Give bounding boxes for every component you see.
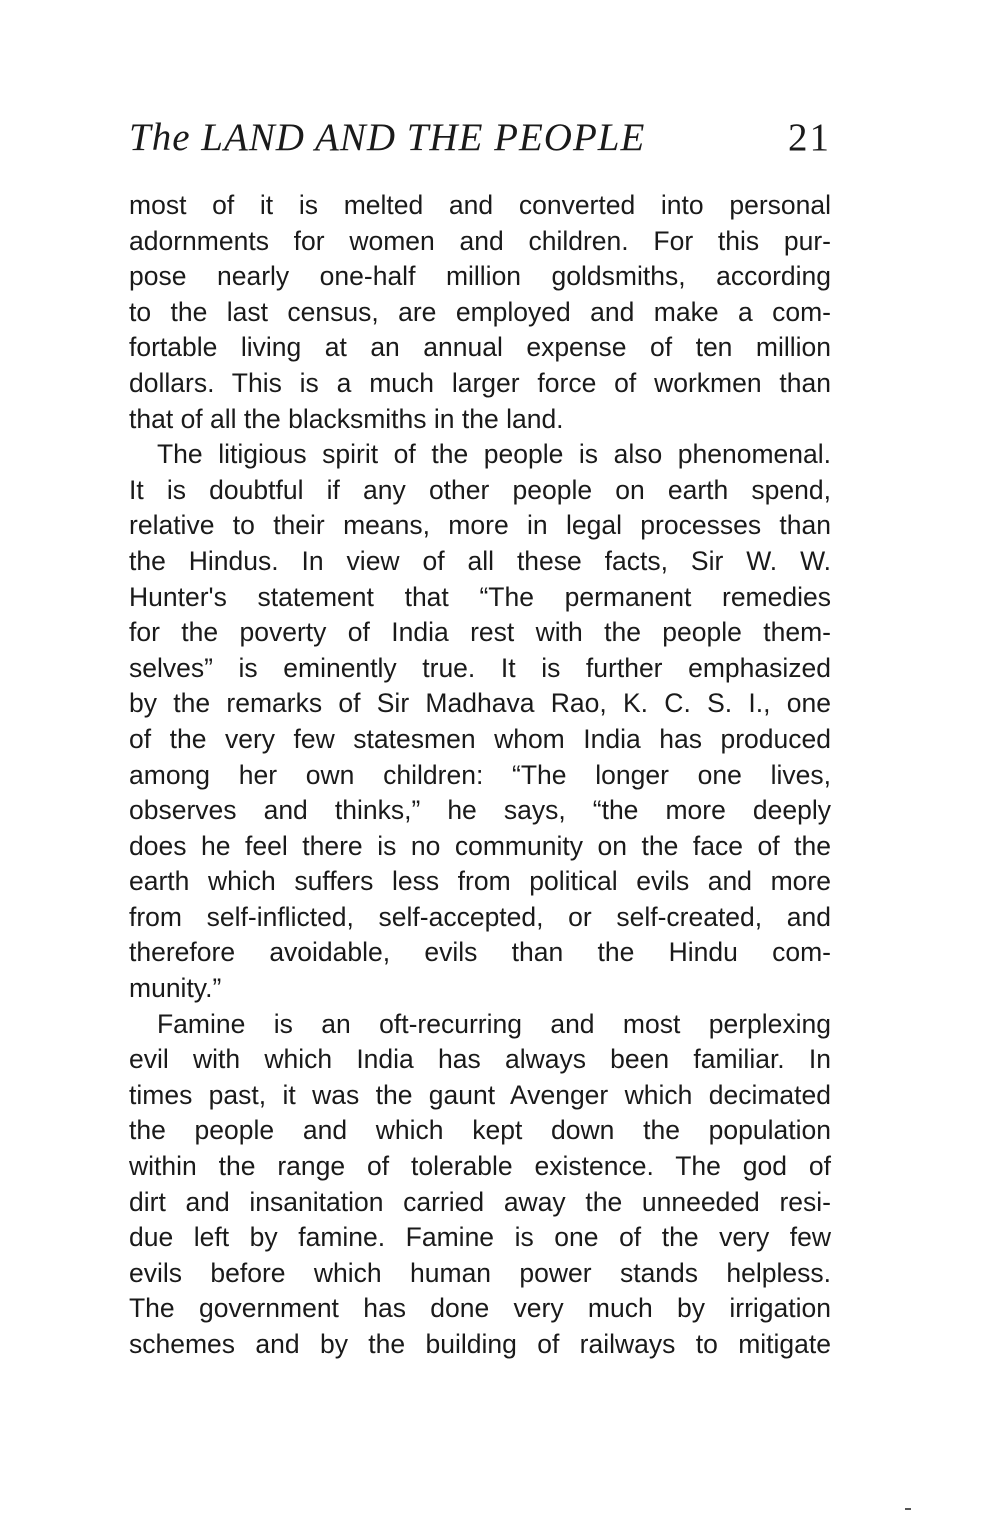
text-line: relative to their means, more in legal processes than bbox=[129, 510, 831, 541]
text-line: from self-inflicted, self-accepted, or self-created, and bbox=[129, 901, 831, 932]
text-line: observes and thinks,” he says, “the more deeply bbox=[129, 795, 831, 826]
running-head-title: The LAND AND THE PEOPLE bbox=[129, 116, 646, 159]
text-line: munity.” bbox=[129, 973, 222, 1004]
text-line: adornments for women and children. For this pur- bbox=[129, 225, 831, 256]
text-line: among her own children: “The longer one lives, bbox=[129, 759, 831, 790]
text-line: pose nearly one-half million goldsmiths, according bbox=[129, 261, 831, 292]
text-line: dollars. This is a much larger force of workmen than bbox=[129, 367, 831, 398]
text-line: fortable living at an annual expense of ten million bbox=[129, 332, 831, 363]
text-line: schemes and by the building of railways to mitigate bbox=[129, 1329, 831, 1359]
text-line: The government has done very much by irrigation bbox=[129, 1293, 831, 1324]
text-line: times past, it was the gaunt Avenger which decimated bbox=[129, 1079, 831, 1110]
paragraph-3 bbox=[129, 1007, 831, 1363]
text-line: for the poverty of India rest with the people them- bbox=[129, 617, 831, 648]
page-number: 21 bbox=[788, 116, 831, 159]
paragraph-2 bbox=[129, 437, 831, 1007]
paragraph-1 bbox=[129, 188, 831, 437]
text-line: by the remarks of Sir Madhava Rao, K. C. S. I., one bbox=[129, 688, 831, 719]
text-line: evil with which India has always been familiar. In bbox=[129, 1044, 831, 1075]
text-line: earth which suffers less from political evils and more bbox=[129, 866, 831, 897]
text-line: due left by famine. Famine is one of the very few bbox=[129, 1222, 831, 1253]
text-line: that of all the blacksmiths in the land. bbox=[129, 403, 564, 434]
text-line: dirt and insanitation carried away the unneeded resi- bbox=[129, 1186, 831, 1217]
text-line: to the last census, are employed and make a com- bbox=[129, 296, 831, 327]
text-line: does he feel there is no community on the face of the bbox=[129, 830, 831, 861]
text-line: within the range of tolerable existence. The god of bbox=[129, 1151, 831, 1182]
body-text bbox=[129, 188, 831, 1363]
text-line: therefore avoidable, evils than the Hindu com- bbox=[129, 937, 831, 968]
text-line: The litigious spirit of the people is also phenomenal. bbox=[157, 439, 831, 470]
text-line: most of it is melted and converted into personal bbox=[129, 190, 831, 220]
text-line: Famine is an oft-recurring and most perplexing bbox=[157, 1008, 831, 1039]
text-line: evils before which human power stands helpless. bbox=[129, 1257, 831, 1288]
text-line: the people and which kept down the population bbox=[129, 1115, 831, 1146]
text-line: It is doubtful if any other people on earth spend, bbox=[129, 474, 831, 505]
text-line: selves” is eminently true. It is further emphasized bbox=[129, 652, 831, 683]
text-line: the Hindus. In view of all these facts, Sir W. W. bbox=[129, 545, 831, 576]
running-head bbox=[129, 110, 831, 166]
text-line: Hunter's statement that “The permanent remedies bbox=[129, 581, 831, 612]
book-page bbox=[129, 110, 831, 1363]
text-line: of the very few statesmen whom India has produced bbox=[129, 723, 831, 754]
scan-mark bbox=[905, 1508, 911, 1510]
